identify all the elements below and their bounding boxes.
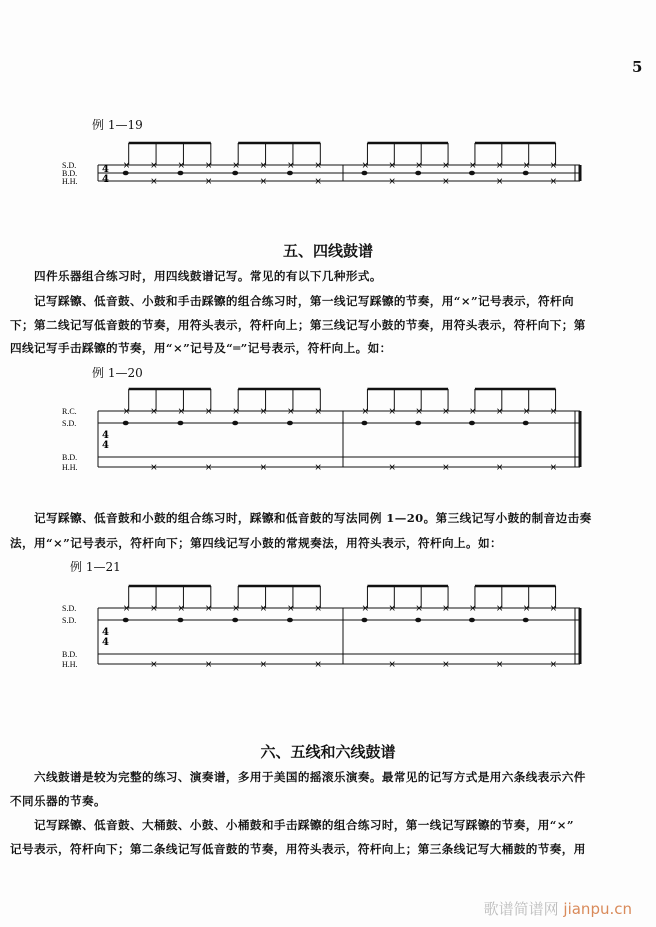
- instrument-label: S.D.: [62, 419, 77, 428]
- x-notehead: ×: [122, 604, 131, 614]
- notehead: [361, 618, 367, 623]
- paragraph-line: 法，用“×”记号表示，符杆向下；第四线记写小鼓的常规奏法，用符头表示，符杆向上。如：: [10, 536, 503, 550]
- drum-staff-example-1-20: [0, 385, 656, 485]
- x-notehead: ×: [468, 161, 477, 171]
- notehead: [123, 171, 129, 176]
- paragraph-line: 四件乐器组合练习时，用四线鼓谱记写。常见的有以下几种形式。: [34, 269, 382, 283]
- x-notehead: ×: [442, 660, 450, 670]
- notehead: [361, 171, 367, 176]
- x-notehead: ×: [259, 177, 268, 187]
- x-notehead: ×: [415, 161, 423, 171]
- time-signature: 4: [102, 440, 109, 451]
- notehead: [232, 171, 238, 176]
- x-notehead: ×: [549, 177, 558, 187]
- instrument-label: B.D.: [62, 169, 78, 178]
- x-notehead: ×: [259, 161, 268, 171]
- notehead: [469, 618, 475, 623]
- drum-staff-example-1-19: [0, 130, 656, 200]
- example-label: 例 1—21: [70, 560, 121, 574]
- notehead: [523, 421, 529, 426]
- section-heading: 五、四线鼓谱: [282, 242, 373, 260]
- notehead: [415, 421, 421, 426]
- x-notehead: ×: [150, 407, 158, 417]
- notehead: [232, 421, 238, 426]
- paragraph-line: 记写踩镲、低音鼓和小鼓的组合练习时，踩镲和低音鼓的写法同例 1—20。第三线记写小鼓的制音边击奏: [34, 511, 592, 525]
- notehead: [523, 618, 529, 623]
- x-notehead: ×: [549, 604, 558, 614]
- page-number: 5: [632, 58, 643, 76]
- example-label: 例 1—19: [92, 118, 143, 132]
- paragraph-line: 不同乐器的节奏。: [10, 794, 106, 808]
- watermark: [484, 898, 632, 919]
- x-notehead: ×: [549, 463, 558, 473]
- instrument-label: H.H.: [62, 660, 78, 669]
- x-notehead: ×: [495, 660, 504, 670]
- example-label: 例 1—20: [92, 366, 143, 380]
- x-notehead: ×: [286, 604, 295, 614]
- notehead: [287, 421, 293, 426]
- x-notehead: ×: [442, 177, 450, 187]
- x-notehead: ×: [150, 660, 158, 670]
- x-notehead: ×: [361, 407, 369, 417]
- x-notehead: ×: [314, 161, 322, 171]
- x-notehead: ×: [549, 161, 558, 171]
- notehead: [361, 421, 367, 426]
- paragraph-line: 下；第二线记写低音鼓的节奏，用符头表示，符杆向上；第三线记写小鼓的节奏，用符头表示，符杆向下；第: [10, 318, 586, 332]
- x-notehead: ×: [361, 161, 369, 171]
- paragraph-line: 四线记写手击踩镲的节奏，用“×”记号及“═”记号表示，符杆向上。如：: [10, 341, 392, 355]
- instrument-label: B.D.: [62, 650, 78, 659]
- x-notehead: ×: [177, 604, 185, 614]
- x-notehead: ×: [314, 660, 322, 670]
- x-notehead: ×: [204, 604, 213, 614]
- time-signature: 4: [102, 164, 109, 175]
- x-notehead: ×: [522, 407, 531, 417]
- x-notehead: ×: [232, 604, 240, 614]
- instrument-label: S.D.: [62, 616, 77, 625]
- x-notehead: ×: [150, 177, 158, 187]
- x-notehead: ×: [388, 161, 396, 171]
- x-notehead: ×: [468, 604, 477, 614]
- x-notehead: ×: [259, 407, 268, 417]
- notehead: [123, 421, 129, 426]
- x-notehead: ×: [388, 463, 396, 473]
- x-notehead: ×: [314, 407, 322, 417]
- x-notehead: ×: [314, 604, 322, 614]
- watermark-en: jianpu.cn: [563, 900, 632, 918]
- notehead: [287, 171, 293, 176]
- x-notehead: ×: [442, 161, 450, 171]
- x-notehead: ×: [415, 407, 423, 417]
- x-notehead: ×: [204, 177, 213, 187]
- x-notehead: ×: [495, 177, 504, 187]
- paragraph-line: 六线鼓谱是较为完整的练习、演奏谱，多用于美国的摇滚乐演奏。最常见的记写方式是用六条线表示六件: [34, 770, 586, 784]
- x-notehead: ×: [522, 161, 531, 171]
- x-notehead: ×: [232, 407, 240, 417]
- instrument-label: S.D.: [62, 604, 77, 613]
- paragraph-line: 记写踩镲、低音鼓、大桶鼓、小鼓、小桶鼓和手击踩镲的组合练习时，第一线记写踩镲的节奏，用“×”: [34, 818, 574, 832]
- x-notehead: ×: [314, 177, 322, 187]
- notehead: [415, 618, 421, 623]
- x-notehead: ×: [150, 161, 158, 171]
- notehead: [469, 171, 475, 176]
- x-notehead: ×: [495, 604, 504, 614]
- x-notehead: ×: [495, 463, 504, 473]
- x-notehead: ×: [150, 463, 158, 473]
- x-notehead: ×: [177, 407, 185, 417]
- x-notehead: ×: [259, 463, 268, 473]
- notehead: [415, 171, 421, 176]
- x-notehead: ×: [468, 407, 477, 417]
- x-notehead: ×: [286, 161, 295, 171]
- x-notehead: ×: [415, 604, 423, 614]
- x-notehead: ×: [361, 604, 369, 614]
- x-notehead: ×: [122, 407, 131, 417]
- x-notehead: ×: [150, 604, 158, 614]
- x-notehead: ×: [549, 407, 558, 417]
- instrument-label: S.D.: [62, 161, 77, 170]
- x-notehead: ×: [122, 161, 131, 171]
- section-heading: 六、五线和六线鼓谱: [260, 743, 396, 761]
- x-notehead: ×: [259, 604, 268, 614]
- x-notehead: ×: [442, 407, 450, 417]
- notehead: [123, 618, 129, 623]
- x-notehead: ×: [314, 463, 322, 473]
- notehead: [523, 171, 529, 176]
- time-signature: 4: [102, 430, 109, 441]
- x-notehead: ×: [388, 604, 396, 614]
- x-notehead: ×: [495, 161, 504, 171]
- x-notehead: ×: [388, 660, 396, 670]
- notehead: [469, 421, 475, 426]
- x-notehead: ×: [204, 463, 213, 473]
- x-notehead: ×: [442, 604, 450, 614]
- instrument-label: H.H.: [62, 177, 78, 186]
- x-notehead: ×: [204, 407, 213, 417]
- drum-staff-example-1-21: [0, 582, 656, 682]
- watermark-cn: 歌谱简谱网: [483, 900, 559, 918]
- x-notehead: ×: [204, 660, 213, 670]
- paragraph-line: 记写踩镲、低音鼓、小鼓和手击踩镲的组合练习时，第一线记写踩镲的节奏，用“×”记号表示，符杆向: [34, 294, 574, 308]
- instrument-label: B.D.: [62, 453, 78, 462]
- x-notehead: ×: [259, 660, 268, 670]
- x-notehead: ×: [204, 161, 213, 171]
- notehead: [232, 618, 238, 623]
- x-notehead: ×: [495, 407, 504, 417]
- instrument-label: H.H.: [62, 463, 78, 472]
- notehead: [177, 421, 183, 426]
- x-notehead: ×: [388, 407, 396, 417]
- x-notehead: ×: [232, 161, 240, 171]
- notehead: [177, 171, 183, 176]
- x-notehead: ×: [442, 463, 450, 473]
- notehead: [287, 618, 293, 623]
- time-signature: 4: [102, 637, 109, 648]
- time-signature: 4: [102, 174, 109, 185]
- paragraph-line: 记号表示，符杆向下；第二条线记写低音鼓的节奏，用符头表示，符杆向上；第三条线记写大桶鼓的节奏，用: [10, 842, 586, 856]
- x-notehead: ×: [177, 161, 185, 171]
- x-notehead: ×: [549, 660, 558, 670]
- x-notehead: ×: [388, 177, 396, 187]
- instrument-label: R.C.: [62, 407, 77, 416]
- x-notehead: ×: [286, 407, 295, 417]
- notehead: [177, 618, 183, 623]
- x-notehead: ×: [522, 604, 531, 614]
- time-signature: 4: [102, 627, 109, 638]
